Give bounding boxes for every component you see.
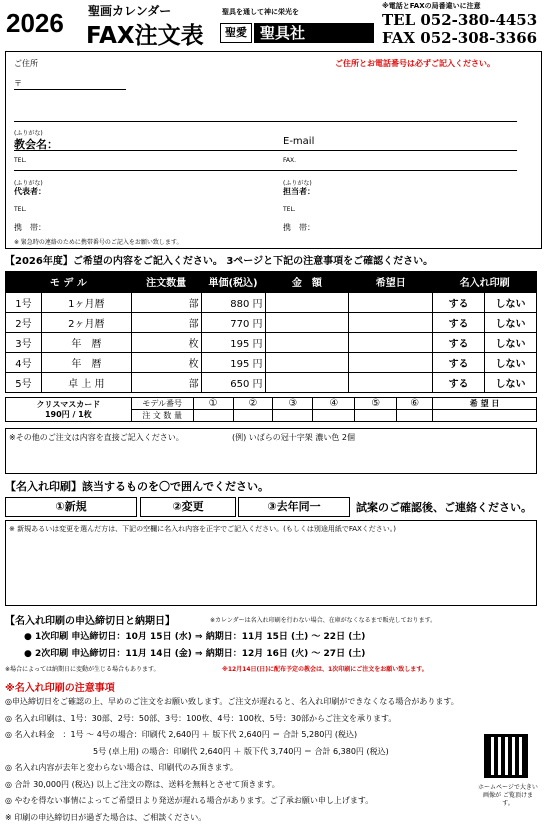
row-amount[interactable] [265, 293, 349, 313]
xmas-row-top [6, 398, 537, 410]
xmas-num-6: ⑥ [397, 398, 433, 410]
row-date[interactable] [349, 333, 433, 353]
address-label: ご住所 [14, 59, 38, 68]
table-row [6, 353, 537, 373]
yen-unit: 円 [252, 339, 263, 350]
row-model: 1ヶ月暦 [41, 293, 131, 313]
row-price [201, 353, 265, 373]
person-mobile-label: 携 帯： [283, 223, 315, 232]
yen-unit: 円 [252, 359, 263, 370]
col-model: モ デ ル [6, 272, 132, 292]
xmas-num-4: ④ [313, 398, 355, 410]
deadline-note2: ※12月14日(日)に配布予定の教会は、1次印刷にご注文をお願い致します。 [222, 666, 428, 673]
header-subtitle: 聖画カレンダー [88, 4, 172, 18]
xmas-price: 190円 / 1枚 [44, 409, 92, 419]
table-row [6, 313, 537, 333]
phone-note: ※電話とFAXの局番違いに注意 [382, 2, 481, 10]
xmas-num-1: ① [193, 398, 233, 410]
xmas-num-2: ② [233, 398, 273, 410]
second-print: ● 2次印刷 申込締切日：11月 14日 (金) ⇒ 納期日：12月 16日 (火) ～ 27日 (土) [24, 649, 366, 659]
caution-item: ※ 印刷の申込締切日が過ぎた場合は、ご相談ください。 [5, 812, 207, 822]
row-price [201, 333, 265, 353]
cautions-list [5, 694, 459, 826]
deadline-heading: 【名入れ印刷の申込締切日と納期日】 [5, 616, 175, 627]
row-no: 5号 [6, 373, 42, 393]
qr-caption: ホームページで大きい画像が ご覧頂けます。 [478, 784, 538, 807]
other-note: ※その他のご注文は内容を直接ご記入ください。 [9, 433, 184, 442]
row-model: 年 暦 [41, 333, 131, 353]
row-print-no[interactable]: しない [485, 333, 537, 353]
rep-mobile-label: 携 帯： [14, 223, 46, 232]
confirm-note: 試案のご確認後、ご連絡ください。 [356, 501, 532, 514]
xmas-table [5, 397, 537, 422]
row-date[interactable] [349, 313, 433, 333]
row-qty[interactable]: 枚 [131, 353, 201, 373]
first-print: ● 1次印刷 申込締切日：10月 15日 (水) ⇒ 納期日：11月 15日 (土) ～ 22日 (土) [24, 632, 366, 642]
row-price [201, 313, 265, 333]
row-model: 2ヶ月暦 [41, 313, 131, 333]
order-table [5, 271, 537, 292]
tel-label: TEL. [14, 157, 27, 164]
row-print-no[interactable]: しない [485, 353, 537, 373]
option-new[interactable]: ①新規 [5, 497, 137, 517]
row-print-yes[interactable]: する [433, 353, 485, 373]
table-row [6, 333, 537, 353]
col-amount: 金 額 [265, 272, 349, 292]
row-qty[interactable]: 部 [131, 373, 201, 393]
caution-item: ◎ 名入れ印刷は、1号：30部、2号：50部、3号：100枚、4号：100枚、5号：30部からご注文を承ります。 [5, 713, 397, 723]
row-print-no[interactable]: しない [485, 313, 537, 333]
caution-item: ◎ 名入れ内容が去年と変わらない場合は、印刷代のみ頂きます。 [5, 763, 238, 772]
postal-mark: 〒 [14, 79, 22, 88]
xmas-date-label: 希 望 日 [433, 398, 537, 410]
fax-label: FAX. [283, 157, 297, 164]
furigana-church: (ふりがな) [14, 130, 43, 137]
row-model: 卓 上 用 [41, 373, 131, 393]
row-no: 3号 [6, 333, 42, 353]
option-change[interactable]: ②変更 [140, 497, 236, 517]
calendar-year: 2026 [6, 8, 64, 38]
yen-unit: 円 [252, 379, 263, 390]
row-date[interactable] [349, 293, 433, 313]
row-price [201, 373, 265, 393]
col-naire: 名入れ印刷 [433, 272, 537, 292]
col-date: 希望日 [349, 272, 433, 292]
row-no: 1号 [6, 293, 42, 313]
cautions-heading: ※名入れ印刷の注意事項 [5, 683, 115, 694]
required-note: ご住所とお電話番号は必ずご記入ください。 [335, 59, 495, 68]
yen-unit: 円 [252, 319, 263, 330]
row-print-yes[interactable]: する [433, 333, 485, 353]
xmas-qty-label: 注 文 数 量 [131, 410, 193, 422]
row-print-yes[interactable]: する [433, 313, 485, 333]
row-amount[interactable] [265, 373, 349, 393]
deadline-heading-note: ※カレンダーは名入れ印刷を行わない場合、在庫がなくなるまで販売しております。 [210, 617, 437, 624]
row-qty[interactable]: 部 [131, 313, 201, 333]
model-no-label: モデル番号 [131, 398, 193, 410]
col-price: 単価(税込) [201, 272, 265, 292]
tel-fax-field[interactable] [14, 170, 517, 171]
price-value: 195 [230, 339, 250, 350]
caution-item: 5号 (卓上用) の場合：印刷代 2,640円 ＋ 版下代 3,740円 ＝ 合計 6,380円 (税込) [93, 746, 389, 756]
row-qty[interactable]: 部 [131, 293, 201, 313]
caution-item: ◎ やむを得ない事情によってご希望日より発送が遅れる場合があります。ご了承お願い申し上げます。 [5, 796, 374, 805]
xmas-qty-1[interactable] [193, 410, 233, 422]
page-title: FAX注文表 [86, 23, 204, 49]
price-value: 770 [230, 319, 250, 330]
naire-heading: 【名入れ印刷】該当するものを〇で囲んでください。 [5, 480, 269, 493]
order-heading: 【2026年度】ご希望の内容をご記入ください。 3ページと下記の注意事項をご確認ください。 [5, 256, 434, 267]
table-row [6, 373, 537, 393]
order-table-header [6, 272, 537, 292]
church-field[interactable] [14, 150, 517, 151]
postal-field[interactable] [14, 89, 126, 90]
xmas-label: クリスマスカード [36, 399, 101, 409]
qr-code-icon[interactable] [484, 734, 528, 778]
xmas-num-5: ⑤ [355, 398, 397, 410]
fax-number: FAX 052-308-3366 [382, 29, 538, 47]
xmas-num-3: ③ [273, 398, 313, 410]
other-example: (例) いばらの冠十字架 濃い色 2個 [232, 433, 355, 442]
row-date[interactable] [349, 373, 433, 393]
logo-seiguusha: 聖具社 [254, 23, 374, 43]
xmas-qty-5[interactable] [355, 410, 397, 422]
xmas-qty-6[interactable] [397, 410, 433, 422]
xmas-qty-4[interactable] [313, 410, 355, 422]
person-label: 担当者： [283, 187, 315, 196]
caution-item: ◎申込締切日をご確認の上、早めのご注文をお願い致します。ご注文が遅れると、名入れ印刷ができなくなる場合があります。 [5, 697, 459, 706]
table-row [6, 293, 537, 313]
deadline-note1: ※場合によっては納期日に変動が生じる場合もあります。 [5, 666, 160, 673]
row-no: 2号 [6, 313, 42, 333]
price-value: 650 [230, 379, 250, 390]
row-model: 年 暦 [41, 353, 131, 373]
row-print-yes[interactable]: する [433, 293, 485, 313]
naire-note: ※ 新規あるいは変更を選んだ方は、下記の空欄に名入れ内容を正字でご記入ください。(もしくは別途用紙でFAXください。) [9, 525, 397, 533]
caution-item: ◎ 合計 30,000円 (税込) 以上ご注文の際は、送料を無料とさせて頂きます。 [5, 779, 280, 789]
furigana-rep: (ふりがな) [14, 180, 43, 187]
urgent-note: ※ 緊急時の連絡のために携帯番号のご記入をお願い致します。 [14, 239, 183, 246]
rep-tel-label: TEL. [14, 206, 27, 213]
person-tel-label: TEL. [283, 206, 296, 213]
price-value: 880 [230, 299, 250, 310]
email-label: E-mail [283, 136, 315, 147]
tagline: 聖具を通して神に栄光を [222, 8, 299, 16]
row-date[interactable] [349, 353, 433, 373]
row-print-no[interactable]: しない [485, 293, 537, 313]
col-qty: 注文数量 [131, 272, 201, 292]
row-amount[interactable] [265, 333, 349, 353]
row-print-no[interactable]: しない [485, 373, 537, 393]
yen-unit: 円 [252, 299, 263, 310]
tel-number: TEL 052-380-4453 [382, 11, 538, 29]
price-value: 195 [230, 359, 250, 370]
contact-numbers [382, 11, 537, 47]
row-price [201, 293, 265, 313]
furigana-person: (ふりがな) [283, 180, 312, 187]
church-label: 教会名： [14, 138, 58, 151]
rep-label: 代表者： [14, 187, 46, 196]
xmas-qty-2[interactable] [233, 410, 273, 422]
row-amount[interactable] [265, 313, 349, 333]
xmas-date-field[interactable] [433, 410, 537, 422]
row-amount[interactable] [265, 353, 349, 373]
option-same[interactable]: ③去年同一 [238, 497, 350, 517]
caution-item: ◎ 名入れ料金 ：1号 ～ 4号の場合：印刷代 2,640円 ＋ 版下代 2,640円 ＝ 合計 5,280円 (税込) [5, 730, 358, 739]
row-qty[interactable]: 枚 [131, 333, 201, 353]
address-field[interactable] [14, 121, 517, 122]
xmas-qty-3[interactable] [273, 410, 313, 422]
row-no: 4号 [6, 353, 42, 373]
row-print-yes[interactable]: する [433, 373, 485, 393]
xmas-card-cell [6, 398, 132, 422]
logo-seiai: 聖愛 [220, 23, 252, 43]
order-rows [5, 292, 537, 393]
